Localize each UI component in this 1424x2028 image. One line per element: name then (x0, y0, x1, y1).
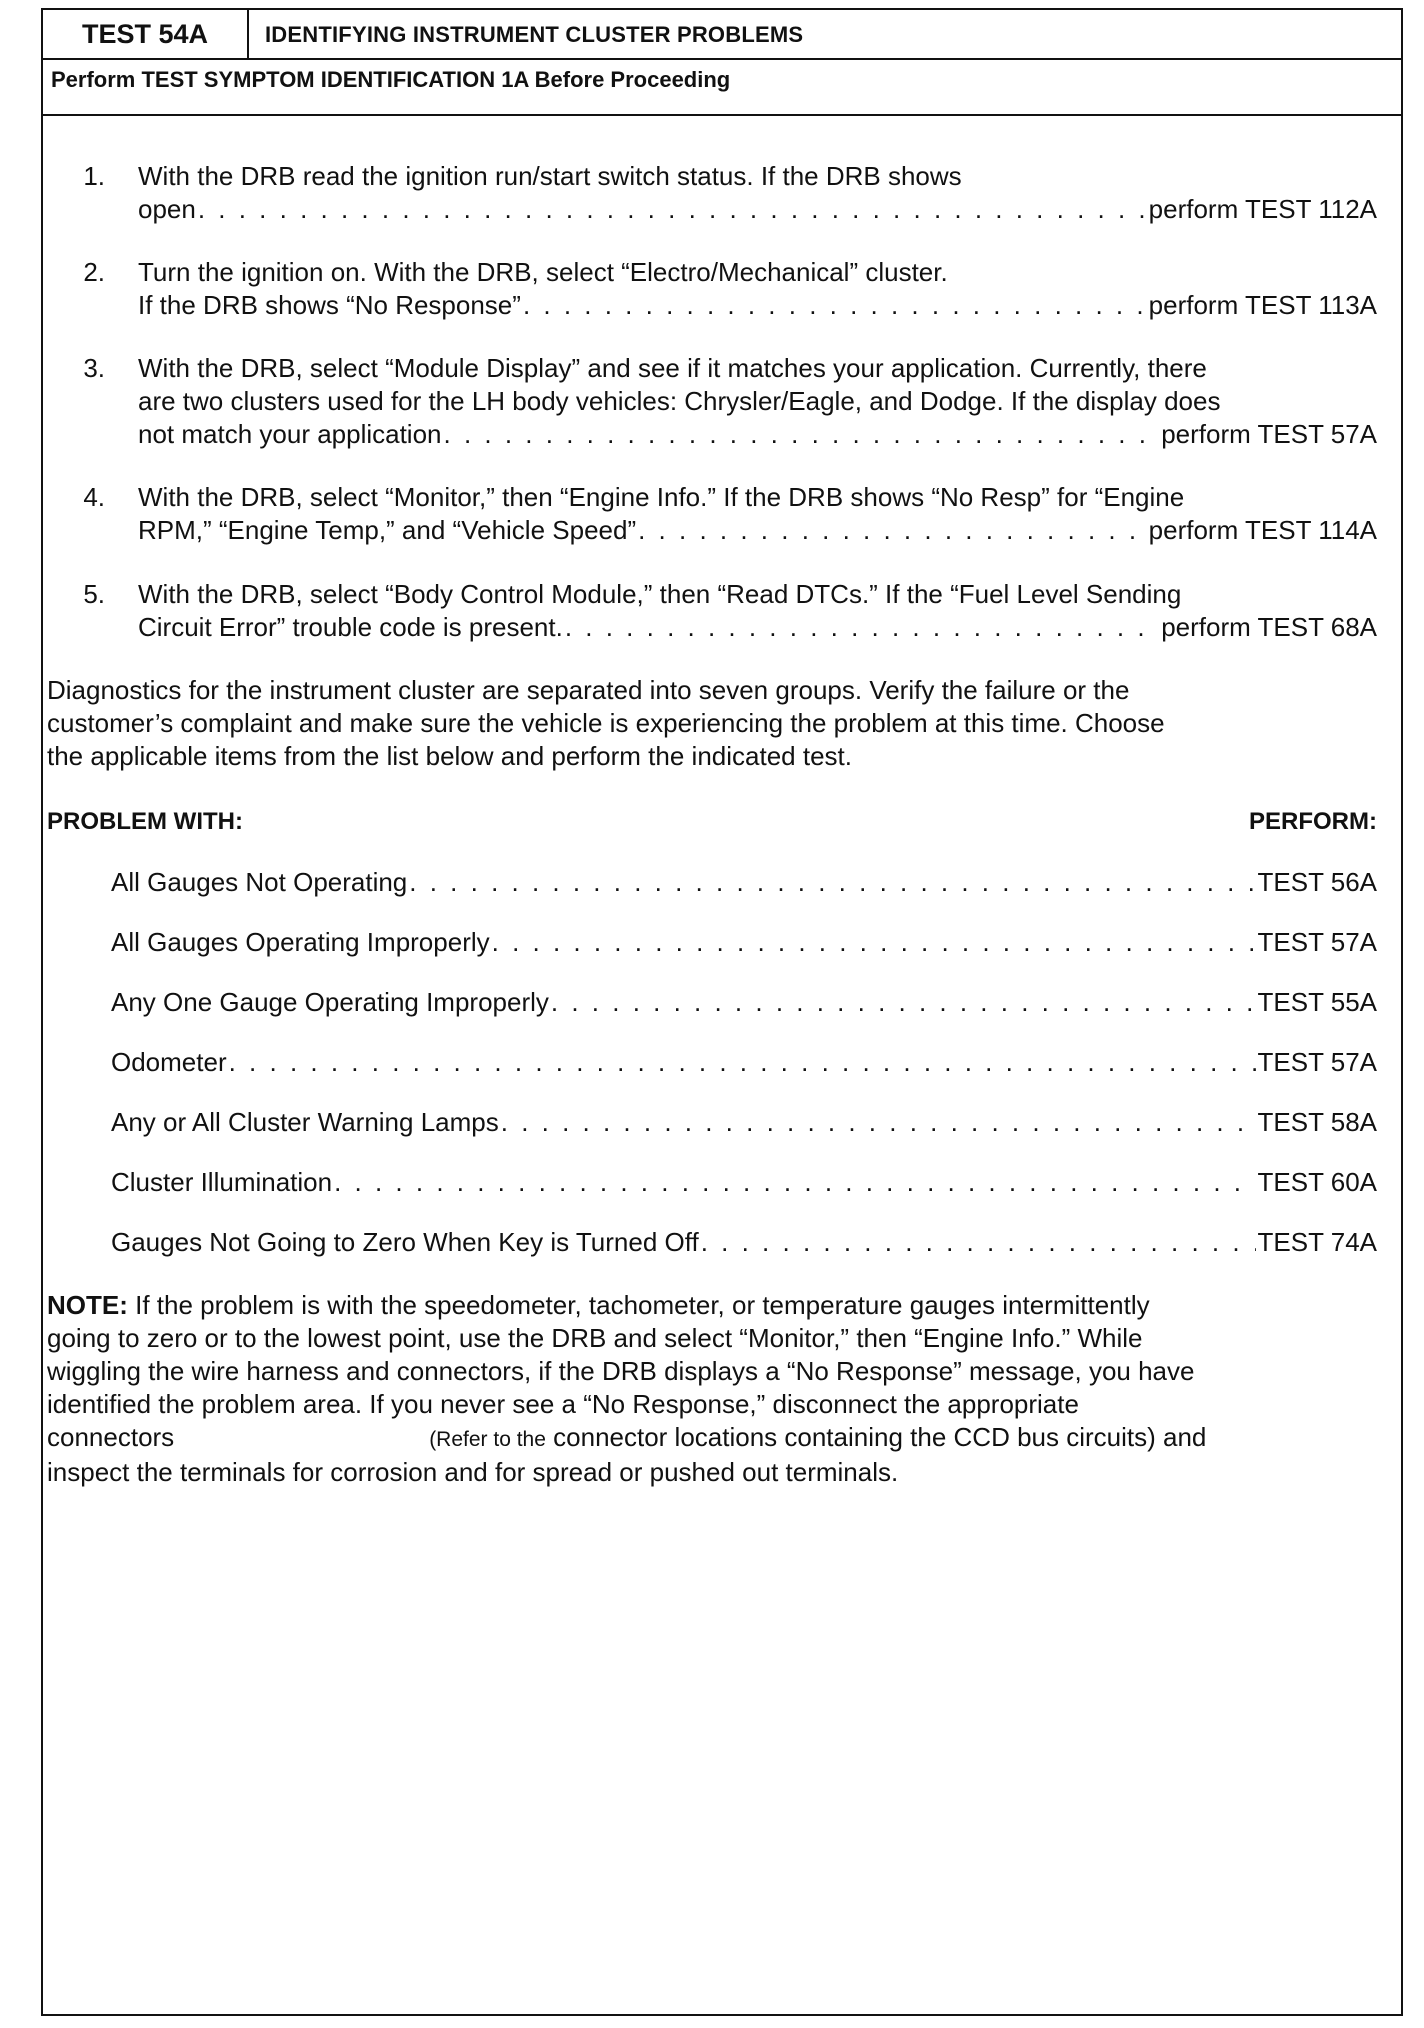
dot-leader (551, 986, 1256, 1019)
step-lead-text: RPM,” “Engine Temp,” and “Vehicle Speed” (138, 515, 637, 545)
note-block (47, 1289, 1377, 1489)
step-number: 5. (83, 579, 105, 609)
step-number: 3. (83, 353, 105, 383)
problem-row (111, 926, 1377, 959)
step-1 (65, 160, 1377, 226)
note-text: (Refer to the (429, 1428, 546, 1451)
test-id: TEST 54A (43, 10, 249, 58)
note-text: connector locations containing the CCD bus circuits) and (545, 1422, 1207, 1452)
step-action: perform TEST 68A (1161, 612, 1377, 642)
step-5 (65, 578, 1377, 644)
problem-label: Odometer (111, 1047, 227, 1077)
dot-leader (492, 926, 1256, 959)
dot-leader (198, 193, 1147, 226)
dot-leader (701, 1226, 1256, 1259)
note-text: identified the problem area. If you never see a “No Response,” disconnect the appropriate (47, 1389, 1079, 1419)
column-header-perform: PERFORM: (1249, 808, 1377, 835)
problem-label: Any or All Cluster Warning Lamps (111, 1107, 499, 1137)
step-text: Turn the ignition on. With the DRB, select “Electro/Mechanical” cluster. (138, 257, 948, 287)
step-number: 2. (83, 257, 105, 287)
note-text: If the problem is with the speedometer, tachometer, or temperature gauges intermittently (127, 1290, 1150, 1320)
problem-row (111, 866, 1377, 899)
dot-leader (409, 866, 1255, 899)
problem-row (111, 1166, 1377, 1199)
note-text: wiggling the wire harness and connectors, if the DRB displays a “No Response” message, you have (47, 1356, 1195, 1386)
test-content (43, 114, 1401, 2014)
step-lead-text: open (138, 194, 196, 224)
note-text: connectors (47, 1422, 175, 1452)
prerequisite-row (43, 58, 1401, 116)
problem-label: All Gauges Not Operating (111, 867, 408, 897)
problem-test: TEST 56A (1257, 867, 1377, 897)
step-text: are two clusters used for the LH body vehicles: Chrysler/Eagle, and Dodge. If the display does (138, 386, 1221, 416)
step-action: perform TEST 113A (1148, 290, 1377, 320)
column-header-problem: PROBLEM WITH: (47, 808, 243, 835)
note-label: NOTE: (47, 1290, 128, 1320)
paragraph-line: the applicable items from the list below and perform the indicated test. (47, 741, 852, 771)
step-action: perform TEST 114A (1148, 515, 1377, 545)
step-lead-text: Circuit Error” trouble code is present. (138, 612, 563, 642)
problem-table-header (47, 808, 1377, 836)
dot-leader (444, 418, 1160, 451)
problem-row (111, 1226, 1377, 1259)
dot-leader (523, 289, 1147, 322)
step-action: perform TEST 112A (1148, 194, 1377, 224)
dot-leader (501, 1106, 1256, 1139)
problem-row (111, 1106, 1377, 1139)
prerequisite-text: Perform TEST SYMPTOM IDENTIFICATION 1A Before Proceeding (51, 67, 731, 92)
step-text: With the DRB, select “Module Display” and see if it matches your application. Currently, there (138, 353, 1207, 383)
problem-label: Any One Gauge Operating Improperly (111, 987, 549, 1017)
problem-test: TEST 55A (1257, 987, 1377, 1017)
problem-test: TEST 57A (1257, 1047, 1377, 1077)
dot-leader (334, 1166, 1255, 1199)
paragraph-line: customer’s complaint and make sure the vehicle is experiencing the problem at this time. Choose (47, 708, 1165, 738)
step-lead-text: not match your application (138, 419, 442, 449)
step-number: 1. (83, 161, 105, 191)
problem-label: All Gauges Operating Improperly (111, 927, 490, 957)
step-lead-text: If the DRB shows “No Response” (138, 290, 521, 320)
test-title: IDENTIFYING INSTRUMENT CLUSTER PROBLEMS (265, 22, 804, 47)
problem-row (111, 1046, 1377, 1079)
test-page-frame (41, 8, 1403, 2016)
note-text: inspect the terminals for corrosion and for spread or pushed out terminals. (47, 1457, 899, 1487)
diagnostics-intro (47, 674, 1377, 773)
note-text: going to zero or to the lowest point, use the DRB and select “Monitor,” then “Engine Info.” While (47, 1323, 1143, 1353)
header-row (43, 10, 1401, 60)
step-4 (65, 481, 1377, 547)
problem-label: Gauges Not Going to Zero When Key is Turned Off (111, 1227, 699, 1257)
paragraph-line: Diagnostics for the instrument cluster are separated into seven groups. Verify the failure or the (47, 675, 1130, 705)
problem-row (111, 986, 1377, 1019)
step-number: 4. (83, 482, 105, 512)
step-text: With the DRB read the ignition run/start switch status. If the DRB shows (138, 161, 962, 191)
dot-leader (229, 1046, 1256, 1079)
dot-leader (565, 611, 1159, 644)
step-action: perform TEST 57A (1161, 419, 1377, 449)
step-2 (65, 256, 1377, 322)
dot-leader (638, 514, 1147, 547)
step-3 (65, 352, 1377, 451)
problem-test: TEST 74A (1257, 1227, 1377, 1257)
problem-label: Cluster Illumination (111, 1167, 333, 1197)
problem-test: TEST 58A (1257, 1107, 1377, 1137)
problem-test: TEST 60A (1257, 1167, 1377, 1197)
step-text: With the DRB, select “Body Control Module,” then “Read DTCs.” If the “Fuel Level Sending (138, 579, 1182, 609)
step-text: With the DRB, select “Monitor,” then “Engine Info.” If the DRB shows “No Resp” for “Engine (138, 482, 1185, 512)
problem-test: TEST 57A (1257, 927, 1377, 957)
